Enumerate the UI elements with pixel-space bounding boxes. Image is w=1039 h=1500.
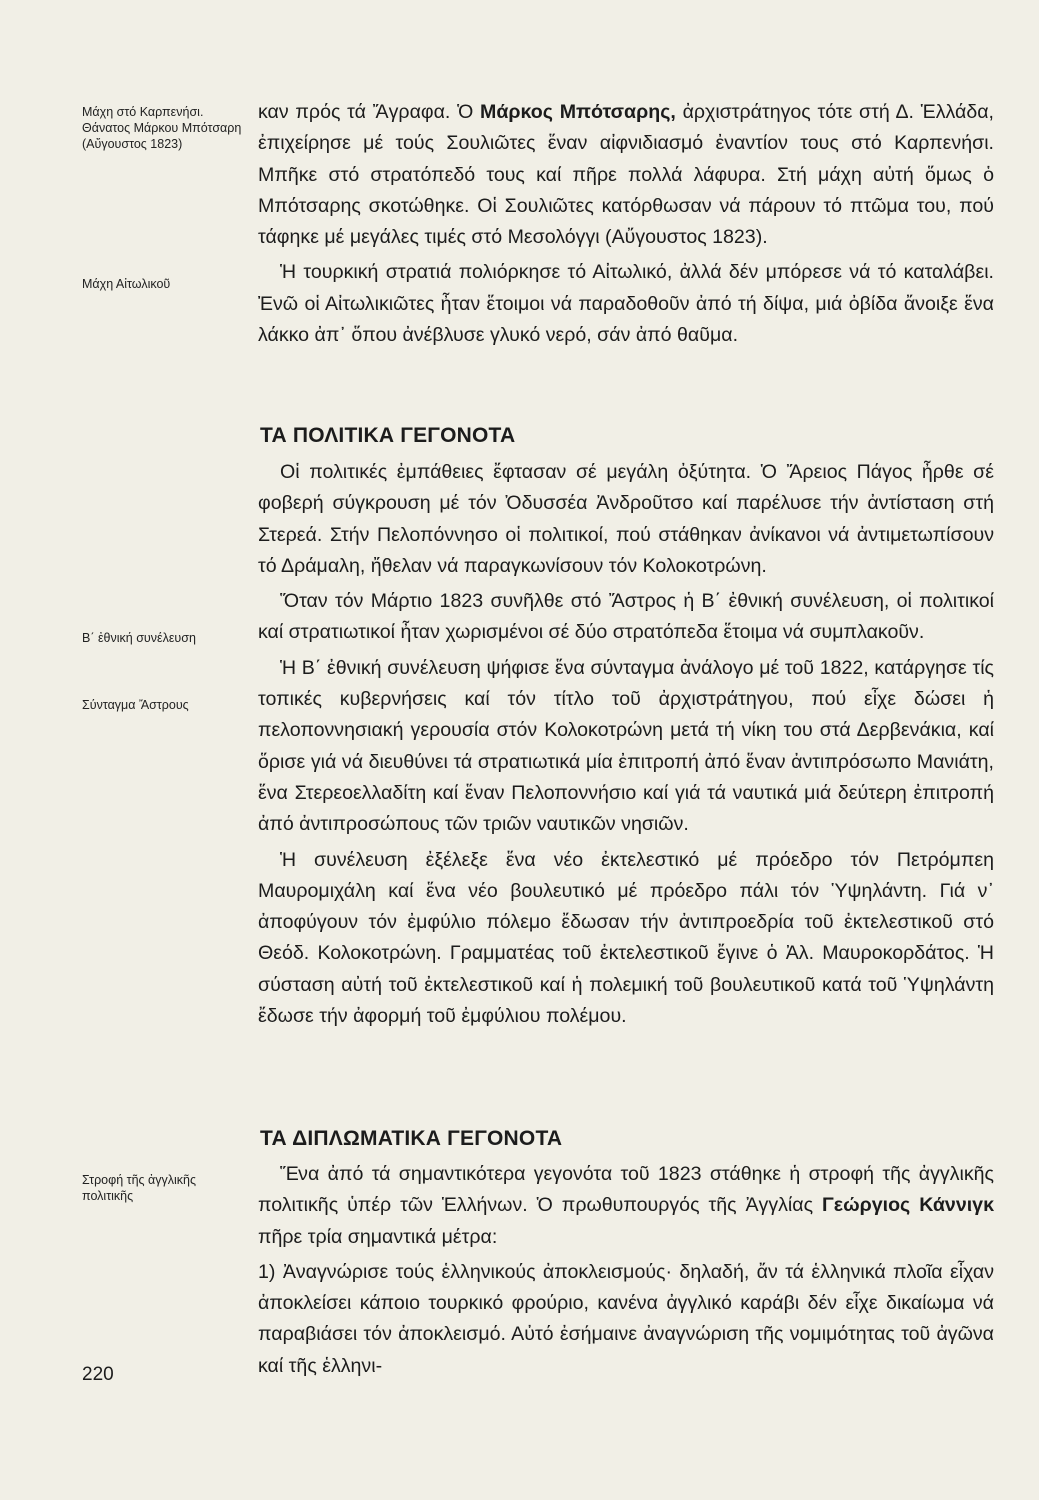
name-markos-botsaris: Μάρκος Μπότσαρης,	[480, 101, 676, 123]
margin-note-national-assembly: Β΄ ἐθνική συνέλευση	[82, 631, 196, 645]
paragraph-political-3: Ἡ Β΄ ἐθνική συνέλευση ψήφισε ἕνα σύνταγμα ἀνάλογο μέ τοῦ 1822, κατάργησε τίς τοπικές κυβερνήσεις καί τόν τίτλο τοῦ ἀρχιστράτηγου, πού εἶχε δώσει ἡ πελοποννησιακή γερουσία στόν Κολοκοτρώνη μετά τή νίκη του στά Δερβενάκια, καί ὅρισε γιά νά διευθύνει τά στρατιωτικά μία ἐπιτροπή ἀπό ἕναν ἀντιπρόσωπο Μανιάτη, ἕνα Στερεοελλαδίτη καί ἕναν Πελοποννήσιο καί γιά τά ναυτικά μιά δεύτερη ἐπιτροπή ἀπό ἀντιπροσώπους τῶν τριῶν ναυτικῶν νησιῶν.	[258, 656, 994, 836]
section-military-events	[258, 97, 994, 355]
section-diplomatic-events	[258, 1159, 994, 1386]
paragraph-botsaris: καν πρός τά Ἄγραφα. Ὁ Μάρκος Μπότσαρης, ἀρχιστράτηγος τότε στή Δ. Ἑλλάδα, ἐπιχείρησε μέ τούς Σουλιῶτες ἕναν αἰφνιδιασμό ἐναντίον τους στό Καρπενήσι. Μπῆκε στό στρατόπεδό τους καί πῆρε πολλά λάφυρα. Στή μάχη αὐτή ὅμως ὁ Μπότσαρης σκοτώθηκε. Οἱ Σουλιῶτες κατόρθωσαν νά πάρουν τό πτῶμα του, πού τάφηκε μέ μεγάλες τιμές στό Μεσολόγγι (Αὔγουστος 1823).	[258, 101, 994, 249]
paragraph-diplomatic-1: Ἕνα ἀπό τά σημαντικότερα γεγονότα τοῦ 1823 στάθηκε ἡ στροφή τῆς ἀγγλικῆς πολιτικῆς ὑπέρ τῶν Ἑλλήνων. Ὁ πρωθυπουργός τῆς Ἀγγλίας Γεώργιος Κάννιγκ πῆρε τρία σημαντικά μέτρα:	[258, 1163, 994, 1248]
paragraph-political-4: Ἡ συνέλευση ἐξέλεξε ἕνα νέο ἐκτελεστικό μέ πρόεδρο τόν Πετρόμπεη Μαυρομιχάλη καί ἕνα νέο βουλευτικό μέ πρόεδρο πάλι τόν Ὑψηλάντη. Γιά ν᾽ ἀποφύγουν τόν ἐμφύλιο πόλεμο ἔδωσαν τήν ἀντιπροεδρία τοῦ ἐκτελεστικοῦ στό Θεόδ. Κολοκοτρώνη. Γραμματέας τοῦ ἐκτελεστικοῦ ἔγινε ὁ Ἀλ. Μαυροκορδάτος. Ἡ σύσταση αὐτή τοῦ ἐκτελεστικοῦ καί ἡ πολεμική τοῦ βουλευτικοῦ κατά τοῦ Ὑψηλάντη ἔδωσε τήν ἀφορμή τοῦ ἐμφύλιου πολέμου.	[258, 848, 994, 1028]
heading-political-events: ΤΑ ΠΟΛΙΤΙΚΑ ΓΕΓΟΝΟΤΑ	[260, 424, 516, 447]
name-george-canning: Γεώργιος Κάννιγκ	[822, 1194, 994, 1217]
paragraph-diplomatic-2: 1) Ἀναγνώρισε τούς ἑλληνικούς ἀποκλεισμούς· δηλαδή, ἄν τά ἑλληνικά πλοῖα εἶχαν ἀποκλείσει κάποιο τουρκικό φρούριο, κανένα ἀγγλικό καράβι δέν εἶχε δικαίωμα νά παραβιάσει τόν ἀποκλεισμό. Αὐτό ἐσήμαινε ἀναγνώριση τῆς νομιμότητας τοῦ ἀγῶνα καί τῆς ἑλληνι-	[258, 1260, 994, 1377]
section-political-events	[258, 457, 994, 1036]
paragraph-political-1: Οἱ πολιτικές ἐμπάθειες ἔφτασαν σέ μεγάλη ὀξύτητα. Ὁ Ἄρειος Πάγος ἦρθε σέ φοβερή σύγκρουση μέ τόν Ὀδυσσέα Ἀνδροῦτσο καί παρέλυσε τήν ἀντίσταση στή Στερεά. Στήν Πελοπόννησο οἱ πολιτικοί, πού στάθηκαν ἀνίκανοι νά ἀντιμετωπίσουν τό Δράμαλη, ἤθελαν νά παραγκωνίσουν τόν Κολοκοτρώνη.	[258, 461, 994, 577]
paragraph-aitoliko: Ἡ τουρκική στρατιά πολιόρκησε τό Αἰτωλικό, ἀλλά δέν μπόρεσε νά τό καταλάβει. Ἐνῶ οἱ Αἰτωλικιῶτες ἦταν ἕτοιμοι νά παραδοθοῦν ἀπό τή δίψα, μιά ὀβίδα ἄνοιξε ἕνα λάκκο ἀπ᾽ ὅπου ἀνέβλυσε γλυκό νερό, σάν ἀπό θαῦμα.	[258, 261, 994, 347]
margin-note-aitoliko: Μάχη Αἰτωλικοῦ	[82, 277, 171, 291]
heading-diplomatic-events: ΤΑ ΔΙΠΛΩΜΑΤΙΚΑ ΓΕΓΟΝΟΤΑ	[260, 1127, 563, 1150]
margin-note-english-policy: Στροφή τῆς ἀγγλικῆς πολιτικῆς	[82, 1173, 197, 1203]
margin-note-karpenisi: Μάχη στό Καρπενήσι. Θάνατος Μάρκου Μπότσαρη (Αὔγουστος 1823)	[82, 105, 242, 151]
paragraph-political-2: Ὅταν τόν Μάρτιο 1823 συνῆλθε στό Ἄστρος ἡ Β΄ ἐθνική συνέλευση, οἱ πολιτικοί καί στρατιωτικοί ἦταν χωρισμένοι σέ δύο στρατόπεδα ἕτοιμα νά συμπλακοῦν.	[258, 590, 994, 644]
page-number: 220	[82, 1364, 114, 1385]
margin-note-astros-constitution: Σύνταγμα Ἄστρους	[82, 698, 189, 712]
